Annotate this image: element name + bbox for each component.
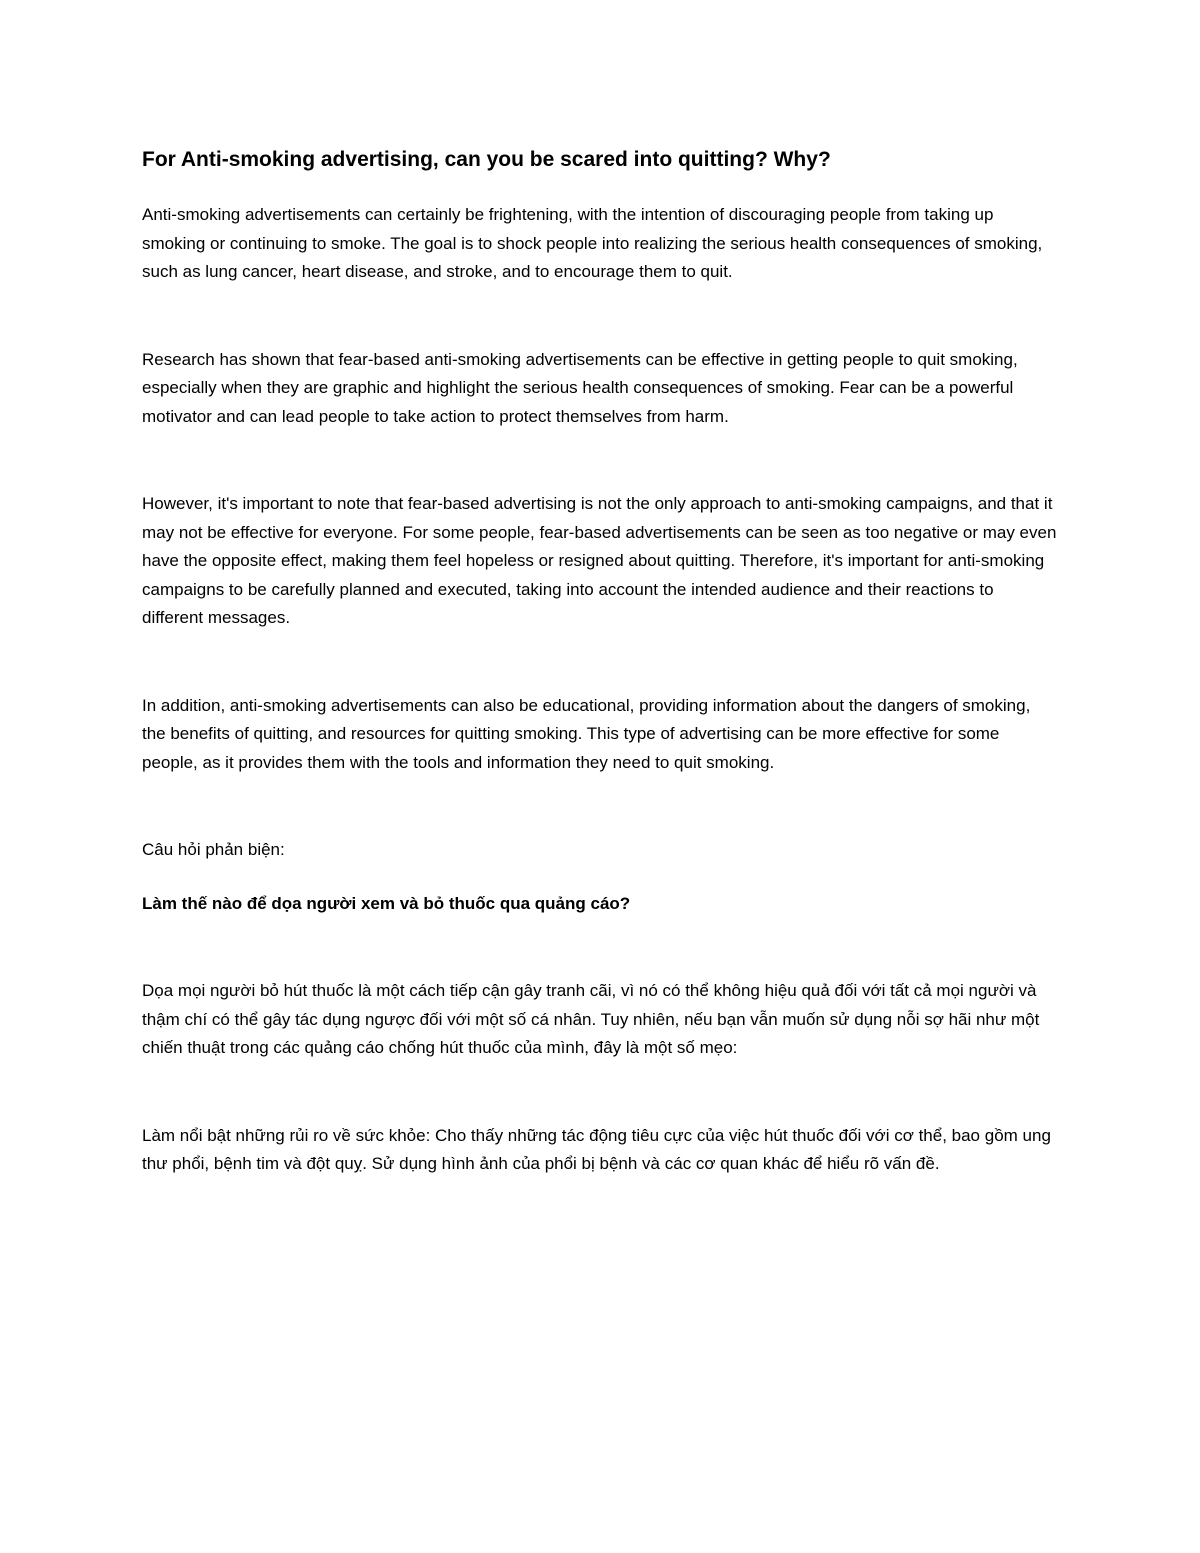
document-page <box>142 144 1058 1179</box>
paragraph-fear-intent: Anti-smoking advertisements can certainly be frightening, with the intention of discouraging people from taking up smoking or continuing to smoke. The goal is to shock people into realizing the serious health consequences of smoking, such as lung cancer, heart disease, and stroke, and to encourage them to quit. <box>142 205 1043 281</box>
answer-paragraph-health-risks: Làm nổi bật những rủi ro về sức khỏe: Cho thấy những tác động tiêu cực của việc hút thuốc đối với cơ thể, bao gồm ung thư phổi, bệnh tim và đột quỵ. Sử dụng hình ảnh của phổi bị bệnh và các cơ quan khác để hiểu rõ vấn đề. <box>142 1125 1051 1173</box>
answer-paragraph-intro: Dọa mọi người bỏ hút thuốc là một cách tiếp cận gây tranh cãi, vì nó có thể không hiệu quả đối với tất cả mọi người và thậm chí có thể gây tác dụng ngược đối với một số cá nhân. Tuy nhiên, nếu bạn vẫn muốn sử dụng nỗi sợ hãi như một chiến thuật trong các quảng cáo chống hút thuốc của mình, đây là một số mẹo: <box>142 981 1040 1057</box>
critical-question: Làm thế nào để dọa người xem và bỏ thuốc qua quảng cáo? <box>142 893 631 913</box>
paragraph-educational: In addition, anti-smoking advertisements can also be educational, providing information about the dangers of smoking, the benefits of quitting, and resources for quitting smoking. This type of advertising can be more effective for some people, as it provides them with the tools and information they need to quit smoking. <box>142 695 1031 772</box>
paragraph-however: However, it's important to note that fear-based advertising is not the only approach to anti-smoking campaigns, and that it may not be effective for everyone. For some people, fear-based advertisements can be seen as too negative or may even have the opposite effect, making them feel hopeless or resigned about quitting. Therefore, it's important for anti-smoking campaigns to be carefully planned and executed, taking into account the intended audience and their reactions to different messages. <box>142 494 1057 627</box>
paragraph-research: Research has shown that fear-based anti-smoking advertisements can be effective in getting people to quit smoking, especially when they are graphic and highlight the serious health consequences of smoking. Fear can be a powerful motivator and can lead people to take action to protect themselves from harm. <box>142 349 1018 426</box>
critical-question-label: Câu hỏi phản biện: <box>142 840 285 859</box>
document-title: For Anti-smoking advertising, can you be scared into quitting? Why? <box>142 148 831 171</box>
